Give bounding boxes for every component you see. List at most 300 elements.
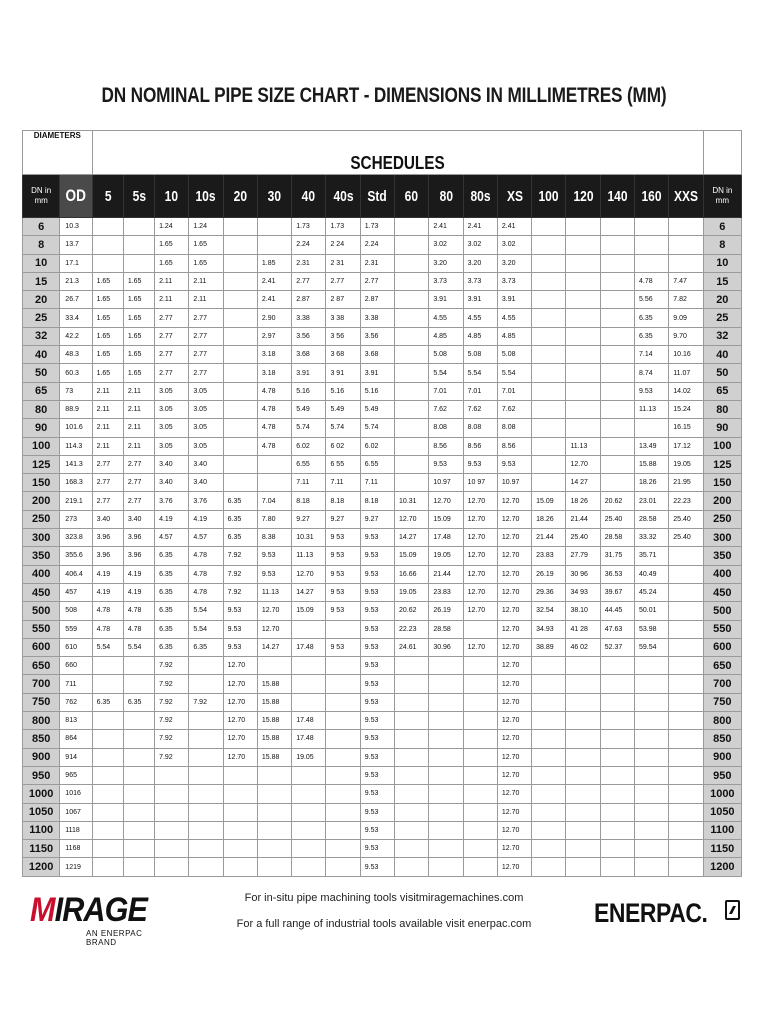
wall-thickness-cell (429, 766, 463, 784)
wall-thickness-cell: 10 97 (463, 474, 497, 492)
wall-thickness-cell (257, 821, 291, 839)
wall-thickness-cell (123, 730, 154, 748)
dn-cell: 6 (23, 218, 60, 236)
wall-thickness-cell (669, 254, 703, 272)
wall-thickness-cell (123, 218, 154, 236)
mirage-word-rest: IRAGE (54, 891, 148, 929)
wall-thickness-cell: 2.87 (292, 291, 326, 309)
wall-thickness-cell (669, 675, 703, 693)
wall-thickness-cell: 4.78 (635, 272, 669, 290)
table-row (23, 474, 742, 492)
dn-cell-right: 1200 (703, 858, 741, 876)
wall-thickness-cell: 9.53 (360, 675, 394, 693)
wall-thickness-cell: 12.70 (497, 638, 531, 656)
wall-thickness-cell (189, 657, 223, 675)
wall-thickness-cell: 9.53 (360, 602, 394, 620)
wall-thickness-cell: 8.56 (429, 437, 463, 455)
wall-thickness-cell (395, 675, 429, 693)
table-row (23, 766, 742, 784)
wall-thickness-cell: 1.65 (155, 236, 189, 254)
wall-thickness-cell: 11.13 (635, 400, 669, 418)
wall-thickness-cell: 11.07 (669, 364, 703, 382)
wall-thickness-cell: 7.92 (223, 565, 257, 583)
wall-thickness-cell (223, 821, 257, 839)
wall-thickness-cell: 4.19 (123, 565, 154, 583)
wall-thickness-cell: 15.88 (257, 712, 291, 730)
wall-thickness-cell (395, 730, 429, 748)
wall-thickness-cell: 4.85 (463, 327, 497, 345)
wall-thickness-cell: 8.08 (429, 419, 463, 437)
wall-thickness-cell: 4.78 (189, 565, 223, 583)
wall-thickness-cell: 12.70 (429, 492, 463, 510)
wall-thickness-cell: 6.35 (223, 492, 257, 510)
wall-thickness-cell: 19.05 (292, 748, 326, 766)
schedules-header: SCHEDULES (92, 131, 703, 175)
wall-thickness-cell (600, 382, 634, 400)
schedule-header (155, 175, 189, 218)
wall-thickness-cell (395, 327, 429, 345)
wall-thickness-cell (395, 657, 429, 675)
od-cell: 610 (60, 638, 92, 656)
dn-cell-right: 350 (703, 547, 741, 565)
wall-thickness-cell: 12.70 (463, 602, 497, 620)
wall-thickness-cell: 2.77 (92, 474, 123, 492)
wall-thickness-cell: 2.77 (92, 455, 123, 473)
wall-thickness-cell: 18.26 (532, 510, 566, 528)
wall-thickness-cell: 12.70 (497, 821, 531, 839)
wall-thickness-cell (257, 218, 291, 236)
wall-thickness-cell (532, 437, 566, 455)
table-body (23, 218, 742, 877)
wall-thickness-cell (326, 620, 360, 638)
wall-thickness-cell: 3.38 (292, 309, 326, 327)
schedule-label: XS (506, 187, 523, 205)
wall-thickness-cell (669, 821, 703, 839)
table-row (23, 291, 742, 309)
wall-thickness-cell: 7.92 (189, 693, 223, 711)
table-row (23, 840, 742, 858)
wall-thickness-cell: 7.92 (155, 693, 189, 711)
wall-thickness-cell: 6.02 (292, 437, 326, 455)
od-cell: 10.3 (60, 218, 92, 236)
table-row (23, 382, 742, 400)
wall-thickness-cell: 6.35 (189, 638, 223, 656)
wall-thickness-cell: 12.70 (223, 712, 257, 730)
wall-thickness-cell: 5.54 (123, 638, 154, 656)
wall-thickness-cell: 12.70 (463, 547, 497, 565)
wall-thickness-cell: 16.66 (395, 565, 429, 583)
wall-thickness-cell: 12.70 (497, 529, 531, 547)
wall-thickness-cell (669, 748, 703, 766)
od-cell: 17.1 (60, 254, 92, 272)
wall-thickness-cell: 4.78 (257, 419, 291, 437)
wall-thickness-cell: 12.70 (223, 730, 257, 748)
wall-thickness-cell: 3.38 (360, 309, 394, 327)
dn-cell-right: 600 (703, 638, 741, 656)
wall-thickness-cell: 3.76 (155, 492, 189, 510)
wall-thickness-cell: 9.53 (223, 602, 257, 620)
dn-cell: 1000 (23, 785, 60, 803)
wall-thickness-cell (395, 785, 429, 803)
wall-thickness-cell: 9.53 (360, 766, 394, 784)
wall-thickness-cell: 26.19 (429, 602, 463, 620)
wall-thickness-cell (669, 583, 703, 601)
wall-thickness-cell (223, 309, 257, 327)
wall-thickness-cell: 15.09 (532, 492, 566, 510)
dn-label-line1: DN in (31, 186, 52, 195)
schedule-header (223, 175, 257, 218)
wall-thickness-cell (463, 840, 497, 858)
wall-thickness-cell: 34.93 (532, 620, 566, 638)
wall-thickness-cell: 9.53 (223, 620, 257, 638)
wall-thickness-cell (669, 547, 703, 565)
dn-cell: 1150 (23, 840, 60, 858)
wall-thickness-cell: 45.24 (635, 583, 669, 601)
wall-thickness-cell: 11.13 (257, 583, 291, 601)
wall-thickness-cell: 9.53 (360, 529, 394, 547)
wall-thickness-cell: 9.53 (360, 583, 394, 601)
wall-thickness-cell (532, 419, 566, 437)
od-cell: 73 (60, 382, 92, 400)
schedule-label: XXS (673, 187, 698, 205)
wall-thickness-cell: 5.49 (292, 400, 326, 418)
wall-thickness-cell: 12.70 (497, 803, 531, 821)
wall-thickness-cell: 2.77 (155, 327, 189, 345)
wall-thickness-cell: 15.88 (257, 730, 291, 748)
dn-cell-right: 900 (703, 748, 741, 766)
wall-thickness-cell: 12.70 (497, 858, 531, 876)
wall-thickness-cell: 4.78 (123, 602, 154, 620)
wall-thickness-cell: 12.70 (497, 602, 531, 620)
wall-thickness-cell: 3.20 (497, 254, 531, 272)
wall-thickness-cell (532, 309, 566, 327)
wall-thickness-cell: 10.97 (497, 474, 531, 492)
wall-thickness-cell (566, 657, 600, 675)
wall-thickness-cell (600, 254, 634, 272)
wall-thickness-cell: 6.35 (635, 309, 669, 327)
wall-thickness-cell (123, 236, 154, 254)
schedule-label: 10 (165, 187, 179, 205)
wall-thickness-cell (326, 748, 360, 766)
wall-thickness-cell: 12.70 (223, 657, 257, 675)
schedule-header (635, 175, 669, 218)
wall-thickness-cell: 3.20 (429, 254, 463, 272)
wall-thickness-cell: 2.11 (92, 419, 123, 437)
wall-thickness-cell (429, 785, 463, 803)
wall-thickness-cell (532, 364, 566, 382)
wall-thickness-cell: 14.27 (395, 529, 429, 547)
wall-thickness-cell (669, 785, 703, 803)
wall-thickness-cell: 31.75 (600, 547, 634, 565)
wall-thickness-cell: 23.01 (635, 492, 669, 510)
wall-thickness-cell: 23.83 (429, 583, 463, 601)
schedule-label: Std (367, 187, 388, 205)
wall-thickness-cell (257, 840, 291, 858)
wall-thickness-cell: 44.45 (600, 602, 634, 620)
od-column-header (60, 175, 92, 218)
wall-thickness-cell (223, 419, 257, 437)
wall-thickness-cell (223, 858, 257, 876)
table-row (23, 218, 742, 236)
wall-thickness-cell (223, 364, 257, 382)
wall-thickness-cell (532, 455, 566, 473)
wall-thickness-cell: 25.40 (669, 510, 703, 528)
table-row (23, 492, 742, 510)
wall-thickness-cell: 9.27 (326, 510, 360, 528)
wall-thickness-cell (635, 675, 669, 693)
wall-thickness-cell: 9.09 (669, 309, 703, 327)
wall-thickness-cell: 2.77 (189, 327, 223, 345)
wall-thickness-cell: 7.01 (497, 382, 531, 400)
wall-thickness-cell (635, 730, 669, 748)
wall-thickness-cell: 8.38 (257, 529, 291, 547)
table-row (23, 602, 742, 620)
wall-thickness-cell (429, 730, 463, 748)
wall-thickness-cell: 6.55 (360, 455, 394, 473)
wall-thickness-cell (600, 803, 634, 821)
wall-thickness-cell: 4.78 (257, 400, 291, 418)
wall-thickness-cell: 6 55 (326, 455, 360, 473)
wall-thickness-cell: 6.35 (223, 510, 257, 528)
wall-thickness-cell (669, 840, 703, 858)
wall-thickness-cell: 4.57 (189, 529, 223, 547)
wall-thickness-cell: 8.18 (292, 492, 326, 510)
wall-thickness-cell (669, 766, 703, 784)
wall-thickness-cell: 2 31 (326, 254, 360, 272)
od-cell: 42.2 (60, 327, 92, 345)
wall-thickness-cell: 7.92 (155, 730, 189, 748)
wall-thickness-cell: 46 02 (566, 638, 600, 656)
wall-thickness-cell (395, 693, 429, 711)
wall-thickness-cell: 8.56 (463, 437, 497, 455)
footer-mirage-link[interactable]: For in-situ pipe machining tools visitmiragemachines.com (244, 892, 524, 904)
wall-thickness-cell: 11.13 (566, 437, 600, 455)
wall-thickness-cell: 1.73 (292, 218, 326, 236)
wall-thickness-cell: 7.92 (223, 583, 257, 601)
wall-thickness-cell (532, 840, 566, 858)
dn-cell-right: 6 (703, 218, 741, 236)
wall-thickness-cell: 29.36 (532, 583, 566, 601)
wall-thickness-cell: 3.56 (360, 327, 394, 345)
wall-thickness-cell (600, 693, 634, 711)
wall-thickness-cell: 3.96 (123, 529, 154, 547)
wall-thickness-cell: 10.31 (395, 492, 429, 510)
wall-thickness-cell: 3.40 (123, 510, 154, 528)
wall-thickness-cell (292, 858, 326, 876)
wall-thickness-cell (532, 327, 566, 345)
wall-thickness-cell (92, 766, 123, 784)
wall-thickness-cell: 9.27 (292, 510, 326, 528)
dn-cell-right: 80 (703, 400, 741, 418)
wall-thickness-cell: 2.90 (257, 309, 291, 327)
wall-thickness-cell (566, 236, 600, 254)
wall-thickness-cell (463, 657, 497, 675)
footer-enerpac-link[interactable]: For a full range of industrial tools available visit enerpac.com (236, 918, 532, 930)
wall-thickness-cell (566, 327, 600, 345)
wall-thickness-cell: 12.70 (292, 565, 326, 583)
wall-thickness-cell: 7.92 (155, 748, 189, 766)
wall-thickness-cell: 12.70 (497, 840, 531, 858)
table-row (23, 785, 742, 803)
wall-thickness-cell: 3.02 (429, 236, 463, 254)
wall-thickness-cell (326, 840, 360, 858)
wall-thickness-cell: 11.13 (292, 547, 326, 565)
wall-thickness-cell: 2.77 (123, 492, 154, 510)
dn-cell: 750 (23, 693, 60, 711)
wall-thickness-cell: 15.88 (257, 675, 291, 693)
wall-thickness-cell: 2.77 (123, 455, 154, 473)
wall-thickness-cell: 12.70 (497, 730, 531, 748)
wall-thickness-cell: 47.63 (600, 620, 634, 638)
wall-thickness-cell (395, 400, 429, 418)
wall-thickness-cell: 2.77 (360, 272, 394, 290)
wall-thickness-cell: 13.49 (635, 437, 669, 455)
wall-thickness-cell: 38.10 (566, 602, 600, 620)
wall-thickness-cell (635, 766, 669, 784)
wall-thickness-cell: 10.97 (429, 474, 463, 492)
wall-thickness-cell: 30 96 (566, 565, 600, 583)
wall-thickness-cell: 12.70 (463, 529, 497, 547)
wall-thickness-cell: 7.80 (257, 510, 291, 528)
wall-thickness-cell: 33.32 (635, 529, 669, 547)
wall-thickness-cell: 3.40 (155, 455, 189, 473)
wall-thickness-cell (92, 218, 123, 236)
wall-thickness-cell (257, 455, 291, 473)
wall-thickness-cell: 7.62 (463, 400, 497, 418)
wall-thickness-cell (566, 712, 600, 730)
schedule-header (429, 175, 463, 218)
wall-thickness-cell (92, 858, 123, 876)
wall-thickness-cell: 59.54 (635, 638, 669, 656)
table-row (23, 821, 742, 839)
wall-thickness-cell: 5.49 (360, 400, 394, 418)
wall-thickness-cell (123, 254, 154, 272)
wall-thickness-cell: 6.55 (292, 455, 326, 473)
wall-thickness-cell (429, 693, 463, 711)
wall-thickness-cell (326, 675, 360, 693)
wall-thickness-cell (566, 803, 600, 821)
wall-thickness-cell (257, 236, 291, 254)
wall-thickness-cell: 2.77 (155, 309, 189, 327)
table-row (23, 858, 742, 876)
wall-thickness-cell: 10.31 (292, 529, 326, 547)
wall-thickness-cell: 2.11 (123, 419, 154, 437)
od-cell: 48.3 (60, 346, 92, 364)
wall-thickness-cell (669, 803, 703, 821)
wall-thickness-cell: 5.74 (360, 419, 394, 437)
wall-thickness-cell: 9 53 (326, 602, 360, 620)
wall-thickness-cell (429, 748, 463, 766)
wall-thickness-cell: 6.02 (360, 437, 394, 455)
dn-cell: 1100 (23, 821, 60, 839)
table-row (23, 730, 742, 748)
table-row (23, 748, 742, 766)
wall-thickness-cell (669, 236, 703, 254)
wall-thickness-cell (463, 620, 497, 638)
wall-thickness-cell: 8.08 (463, 419, 497, 437)
dn-label-line2: mm (34, 196, 48, 205)
wall-thickness-cell: 3.05 (155, 437, 189, 455)
wall-thickness-cell: 2.41 (257, 272, 291, 290)
wall-thickness-cell: 28.58 (635, 510, 669, 528)
table-row (23, 400, 742, 418)
wall-thickness-cell: 9.53 (360, 547, 394, 565)
wall-thickness-cell (326, 712, 360, 730)
wall-thickness-cell (463, 858, 497, 876)
wall-thickness-cell: 1.65 (123, 364, 154, 382)
table-row (23, 693, 742, 711)
wall-thickness-cell (532, 730, 566, 748)
wall-thickness-cell: 14 27 (566, 474, 600, 492)
wall-thickness-cell (600, 346, 634, 364)
wall-thickness-cell (600, 657, 634, 675)
wall-thickness-cell (566, 254, 600, 272)
wall-thickness-cell (92, 236, 123, 254)
wall-thickness-cell (566, 785, 600, 803)
wall-thickness-cell (600, 730, 634, 748)
dn-cell-right: 20 (703, 291, 741, 309)
wall-thickness-cell: 3.91 (360, 364, 394, 382)
wall-thickness-cell: 21.44 (566, 510, 600, 528)
wall-thickness-cell: 1.65 (189, 236, 223, 254)
wall-thickness-cell (292, 785, 326, 803)
dn-cell: 350 (23, 547, 60, 565)
wall-thickness-cell (635, 821, 669, 839)
dn-cell-right: 1150 (703, 840, 741, 858)
schedule-header (566, 175, 600, 218)
dn-cell-right: 50 (703, 364, 741, 382)
wall-thickness-cell: 4.85 (497, 327, 531, 345)
dn-cell: 32 (23, 327, 60, 345)
wall-thickness-cell (223, 272, 257, 290)
wall-thickness-cell: 4.19 (92, 583, 123, 601)
wall-thickness-cell (566, 840, 600, 858)
wall-thickness-cell: 9.53 (635, 382, 669, 400)
wall-thickness-cell: 3.05 (189, 437, 223, 455)
wall-thickness-cell (566, 346, 600, 364)
wall-thickness-cell (92, 803, 123, 821)
dn-cell-right: 125 (703, 455, 741, 473)
schedule-label: 120 (573, 187, 594, 205)
wall-thickness-cell: 25.40 (669, 529, 703, 547)
table-row (23, 419, 742, 437)
wall-thickness-cell: 2.41 (429, 218, 463, 236)
od-cell: 13.7 (60, 236, 92, 254)
wall-thickness-cell (600, 419, 634, 437)
wall-thickness-cell: 21.44 (429, 565, 463, 583)
od-cell: 1118 (60, 821, 92, 839)
wall-thickness-cell: 1.65 (189, 254, 223, 272)
wall-thickness-cell: 24.61 (395, 638, 429, 656)
dn-cell-right: 90 (703, 419, 741, 437)
wall-thickness-cell (123, 766, 154, 784)
wall-thickness-cell: 4.19 (189, 510, 223, 528)
wall-thickness-cell: 6.35 (155, 547, 189, 565)
wall-thickness-cell (395, 309, 429, 327)
od-cell: 1067 (60, 803, 92, 821)
wall-thickness-cell (395, 254, 429, 272)
wall-thickness-cell: 52.37 (600, 638, 634, 656)
wall-thickness-cell (189, 675, 223, 693)
wall-thickness-cell: 5.16 (292, 382, 326, 400)
wall-thickness-cell (326, 803, 360, 821)
wall-thickness-cell (566, 858, 600, 876)
wall-thickness-cell (223, 327, 257, 345)
wall-thickness-cell (326, 858, 360, 876)
od-cell: 1168 (60, 840, 92, 858)
wall-thickness-cell: 2 87 (326, 291, 360, 309)
wall-thickness-cell: 5.54 (189, 620, 223, 638)
